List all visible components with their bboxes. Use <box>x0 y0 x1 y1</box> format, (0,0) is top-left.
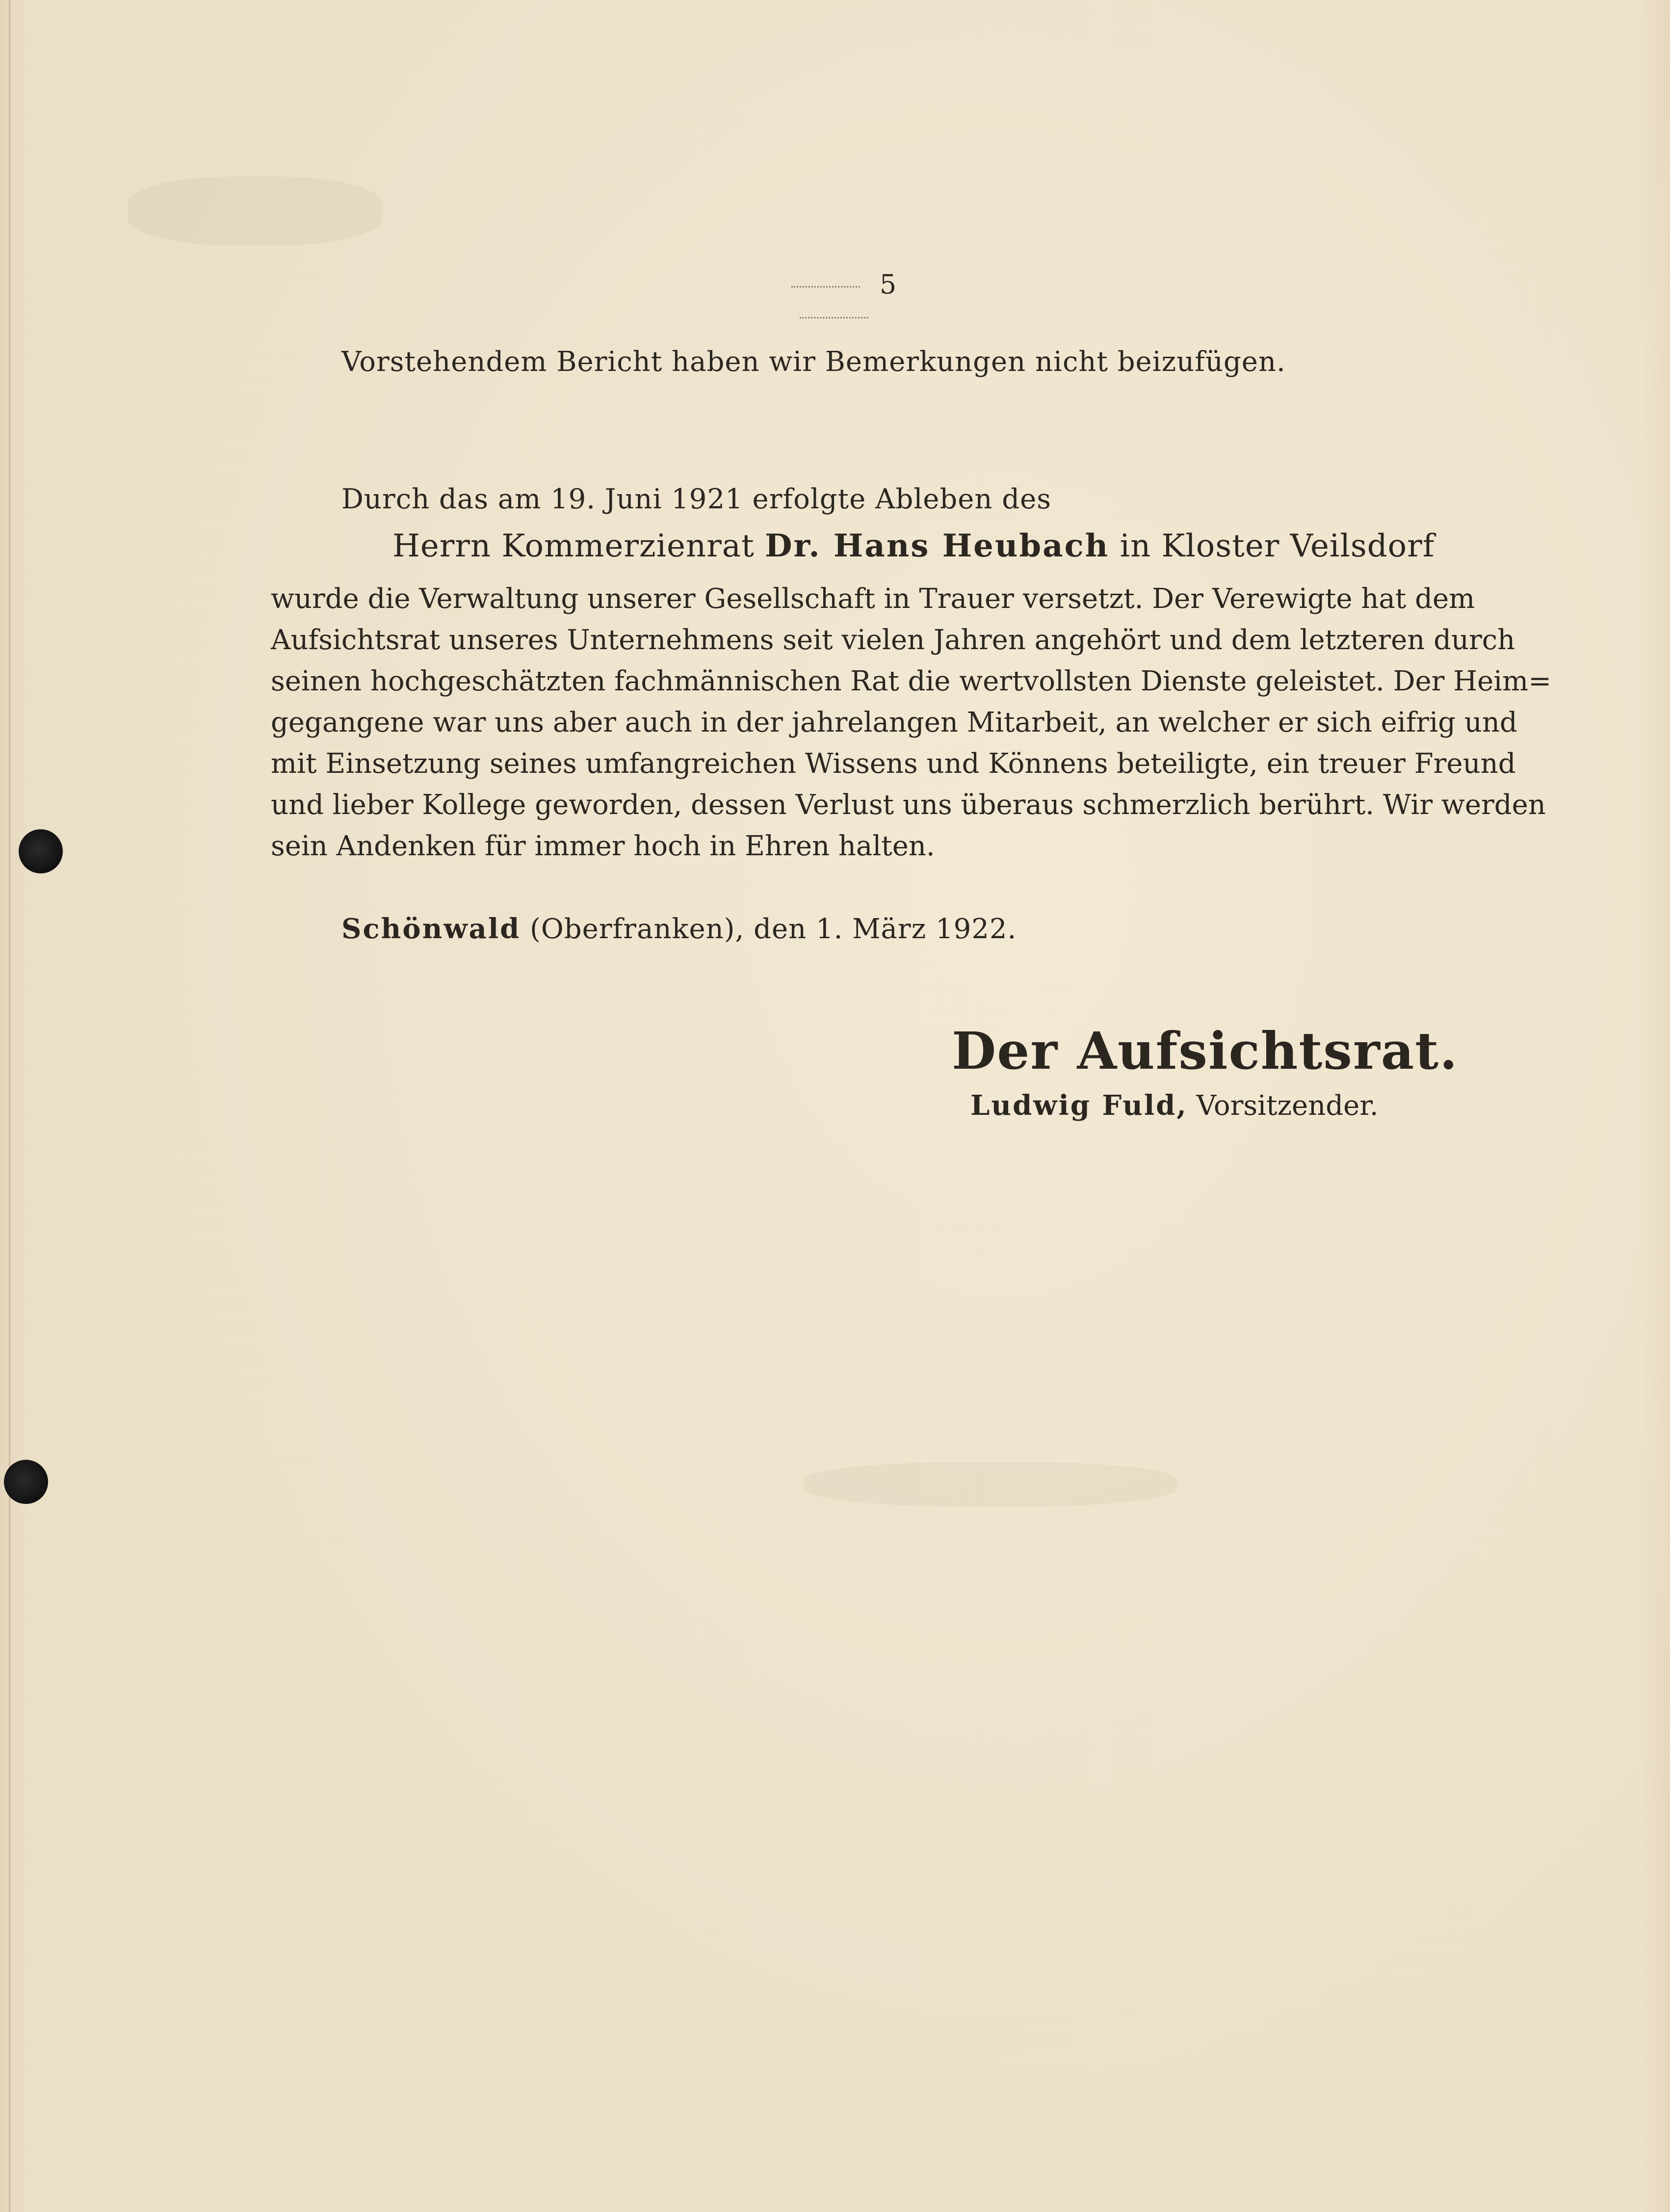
signer-role: Vorsitzender. <box>1187 1090 1379 1122</box>
page-number-ornament-left <box>791 286 860 288</box>
person-suffix: in Kloster Veilsdorf <box>1109 528 1435 564</box>
notice-body-line: Aufsichtsrat unseres Unternehmens seit vielen Jahren angehört und dem letzteren durch <box>271 624 1515 656</box>
place-date-line <box>341 913 1017 945</box>
place-name: Schönwald <box>341 913 521 945</box>
notice-body-line: sein Andenken für immer hoch in Ehren halten. <box>271 830 935 862</box>
date-text: (Oberfranken), den 1. März 1922. <box>521 913 1017 945</box>
notice-body-line: gegangene war uns aber auch in der jahrelangen Mitarbeit, an welcher er sich eifrig und <box>271 707 1517 738</box>
supervisory-board-heading: Der Aufsichtsrat. <box>952 1021 1459 1081</box>
notice-body-line: und lieber Kollege geworden, dessen Verlust uns überaus schmerzlich berührt. Wir werden <box>271 789 1546 821</box>
paper-stain <box>805 1462 1177 1506</box>
person-prefix: Herrn Kommerzienrat <box>392 528 765 564</box>
punch-hole-bottom <box>4 1460 48 1504</box>
page-number <box>726 269 942 331</box>
paper-stain <box>128 177 383 245</box>
notice-body-line: mit Einsetzung seines umfangreichen Wissens und Könnens beteiligte, ein treuer Freund <box>271 748 1516 780</box>
signature-line <box>970 1089 1379 1122</box>
page-number-text: 5 <box>879 269 897 300</box>
page-edge-shadow <box>9 0 10 2212</box>
page-number-ornament-right <box>800 317 868 318</box>
signer-name: Ludwig Fuld, <box>970 1089 1188 1122</box>
person-name: Dr. Hans Heubach <box>765 527 1110 564</box>
notice-first-line: Durch das am 19. Juni 1921 erfolgte Ableben des <box>341 483 1051 515</box>
punch-hole-top <box>19 829 63 873</box>
intro-sentence: Vorstehendem Bericht haben wir Bemerkungen nicht beizufügen. <box>341 346 1286 378</box>
notice-body-line: seinen hochgeschätzten fachmännischen Rat die wertvollsten Dienste geleistet. Der Heim= <box>271 665 1552 697</box>
notice-body-line: wurde die Verwaltung unserer Gesellschaft in Trauer versetzt. Der Verewigte hat dem <box>271 583 1475 615</box>
notice-person-line <box>392 527 1435 564</box>
